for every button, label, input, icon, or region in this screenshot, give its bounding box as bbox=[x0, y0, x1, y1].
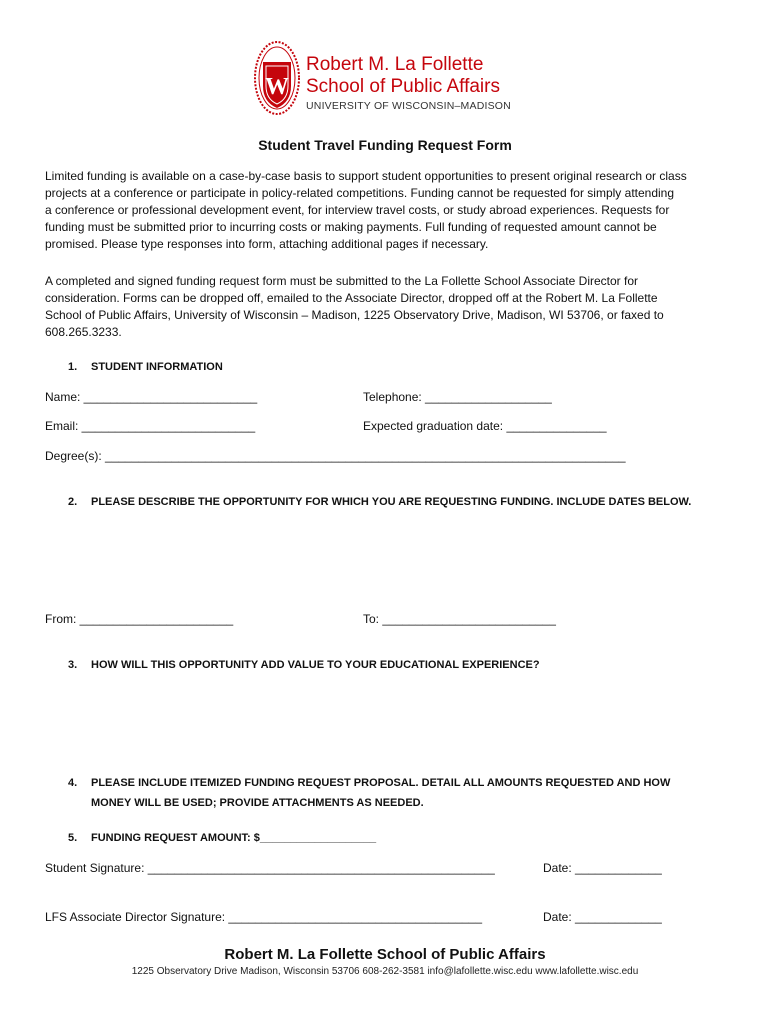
degrees-field[interactable]: Degree(s): ______________________________________________________________________________ bbox=[45, 449, 626, 463]
opportunity-description-area[interactable] bbox=[45, 515, 725, 605]
intro-p1-line: promised. Please type responses into form, attaching additional pages if necessary. bbox=[45, 237, 489, 251]
section-3-heading: HOW WILL THIS OPPORTUNITY ADD VALUE TO YOUR EDUCATIONAL EXPERIENCE? bbox=[91, 659, 540, 671]
section-4-heading-line1: PLEASE INCLUDE ITEMIZED FUNDING REQUEST PROPOSAL. DETAIL ALL AMOUNTS REQUESTED AND HOW bbox=[91, 777, 671, 789]
director-date-field[interactable]: Date: _____________ bbox=[543, 910, 662, 924]
student-date-field[interactable]: Date: _____________ bbox=[543, 861, 662, 875]
section-5-number: 5. bbox=[68, 832, 78, 844]
intro-paragraph-1 bbox=[45, 168, 735, 253]
from-date-field[interactable]: From: _______________________ bbox=[45, 612, 234, 626]
school-logo bbox=[253, 40, 523, 120]
director-signature-field[interactable]: LFS Associate Director Signature: ______________________________________ bbox=[45, 910, 483, 924]
intro-p2-line: consideration. Forms can be dropped off, emailed to the Associate Director, dropped off at the Robert M. La Follette bbox=[45, 291, 658, 305]
intro-p1-line: projects at a conference or participate in policy-related competitions. Funding cannot be requested for simply attending bbox=[45, 186, 675, 200]
form-title: Student Travel Funding Request Form bbox=[258, 137, 512, 153]
section-3-number: 3. bbox=[68, 659, 78, 671]
section-2-heading: PLEASE DESCRIBE THE OPPORTUNITY FOR WHICH YOU ARE REQUESTING FUNDING. INCLUDE DATES BELOW. bbox=[91, 496, 692, 508]
logo-university-name: UNIVERSITY OF WISCONSIN–MADISON bbox=[306, 100, 511, 112]
crest-letter: W bbox=[265, 74, 289, 100]
section-1-number: 1. bbox=[68, 361, 78, 373]
intro-p1-line: Limited funding is available on a case-by-case basis to support student opportunities to present original research or class bbox=[45, 169, 687, 183]
intro-p1-line: funding must be submitted prior to incurring costs or making payments. Full funding of requested amount cannot be bbox=[45, 220, 657, 234]
intro-p2-line: School of Public Affairs, University of Wisconsin – Madison, 1225 Observatory Drive, Madison, WI 53706, or faxed to bbox=[45, 308, 664, 322]
to-date-field[interactable]: To: __________________________ bbox=[363, 612, 556, 626]
telephone-field[interactable]: Telephone: ___________________ bbox=[363, 390, 552, 404]
educational-value-area[interactable] bbox=[45, 678, 725, 768]
logo-school-name-line1: Robert M. La Follette bbox=[306, 54, 484, 75]
graduation-date-field[interactable]: Expected graduation date: _______________ bbox=[363, 419, 607, 433]
intro-p2-line: A completed and signed funding request form must be submitted to the La Follette School Associate Director for bbox=[45, 274, 638, 288]
intro-p1-line: a conference or professional development event, for interview travel costs, or study abroad experiences. Requests for bbox=[45, 203, 670, 217]
intro-paragraph-2 bbox=[45, 273, 735, 341]
name-field[interactable]: Name: __________________________ bbox=[45, 390, 258, 404]
section-1-heading: STUDENT INFORMATION bbox=[91, 361, 223, 373]
uw-crest-icon bbox=[253, 40, 301, 116]
student-signature-field[interactable]: Student Signature: ____________________________________________________ bbox=[45, 861, 495, 875]
section-4-heading-line2: MONEY WILL BE USED; PROVIDE ATTACHMENTS AS NEEDED. bbox=[91, 797, 424, 809]
section-2-number: 2. bbox=[68, 496, 78, 508]
footer-address: 1225 Observatory Drive Madison, Wisconsin 53706 608-262-3581 info@lafollette.wisc.edu www.lafollette.wisc.edu bbox=[131, 966, 639, 977]
section-4-number: 4. bbox=[68, 777, 78, 789]
intro-p2-line: 608.265.3233. bbox=[45, 325, 122, 339]
footer-title: Robert M. La Follette School of Public Affairs bbox=[224, 946, 546, 963]
logo-school-name-line2: School of Public Affairs bbox=[306, 76, 500, 97]
funding-amount-field[interactable]: FUNDING REQUEST AMOUNT: $___________________ bbox=[91, 832, 377, 844]
email-field[interactable]: Email: __________________________ bbox=[45, 419, 256, 433]
